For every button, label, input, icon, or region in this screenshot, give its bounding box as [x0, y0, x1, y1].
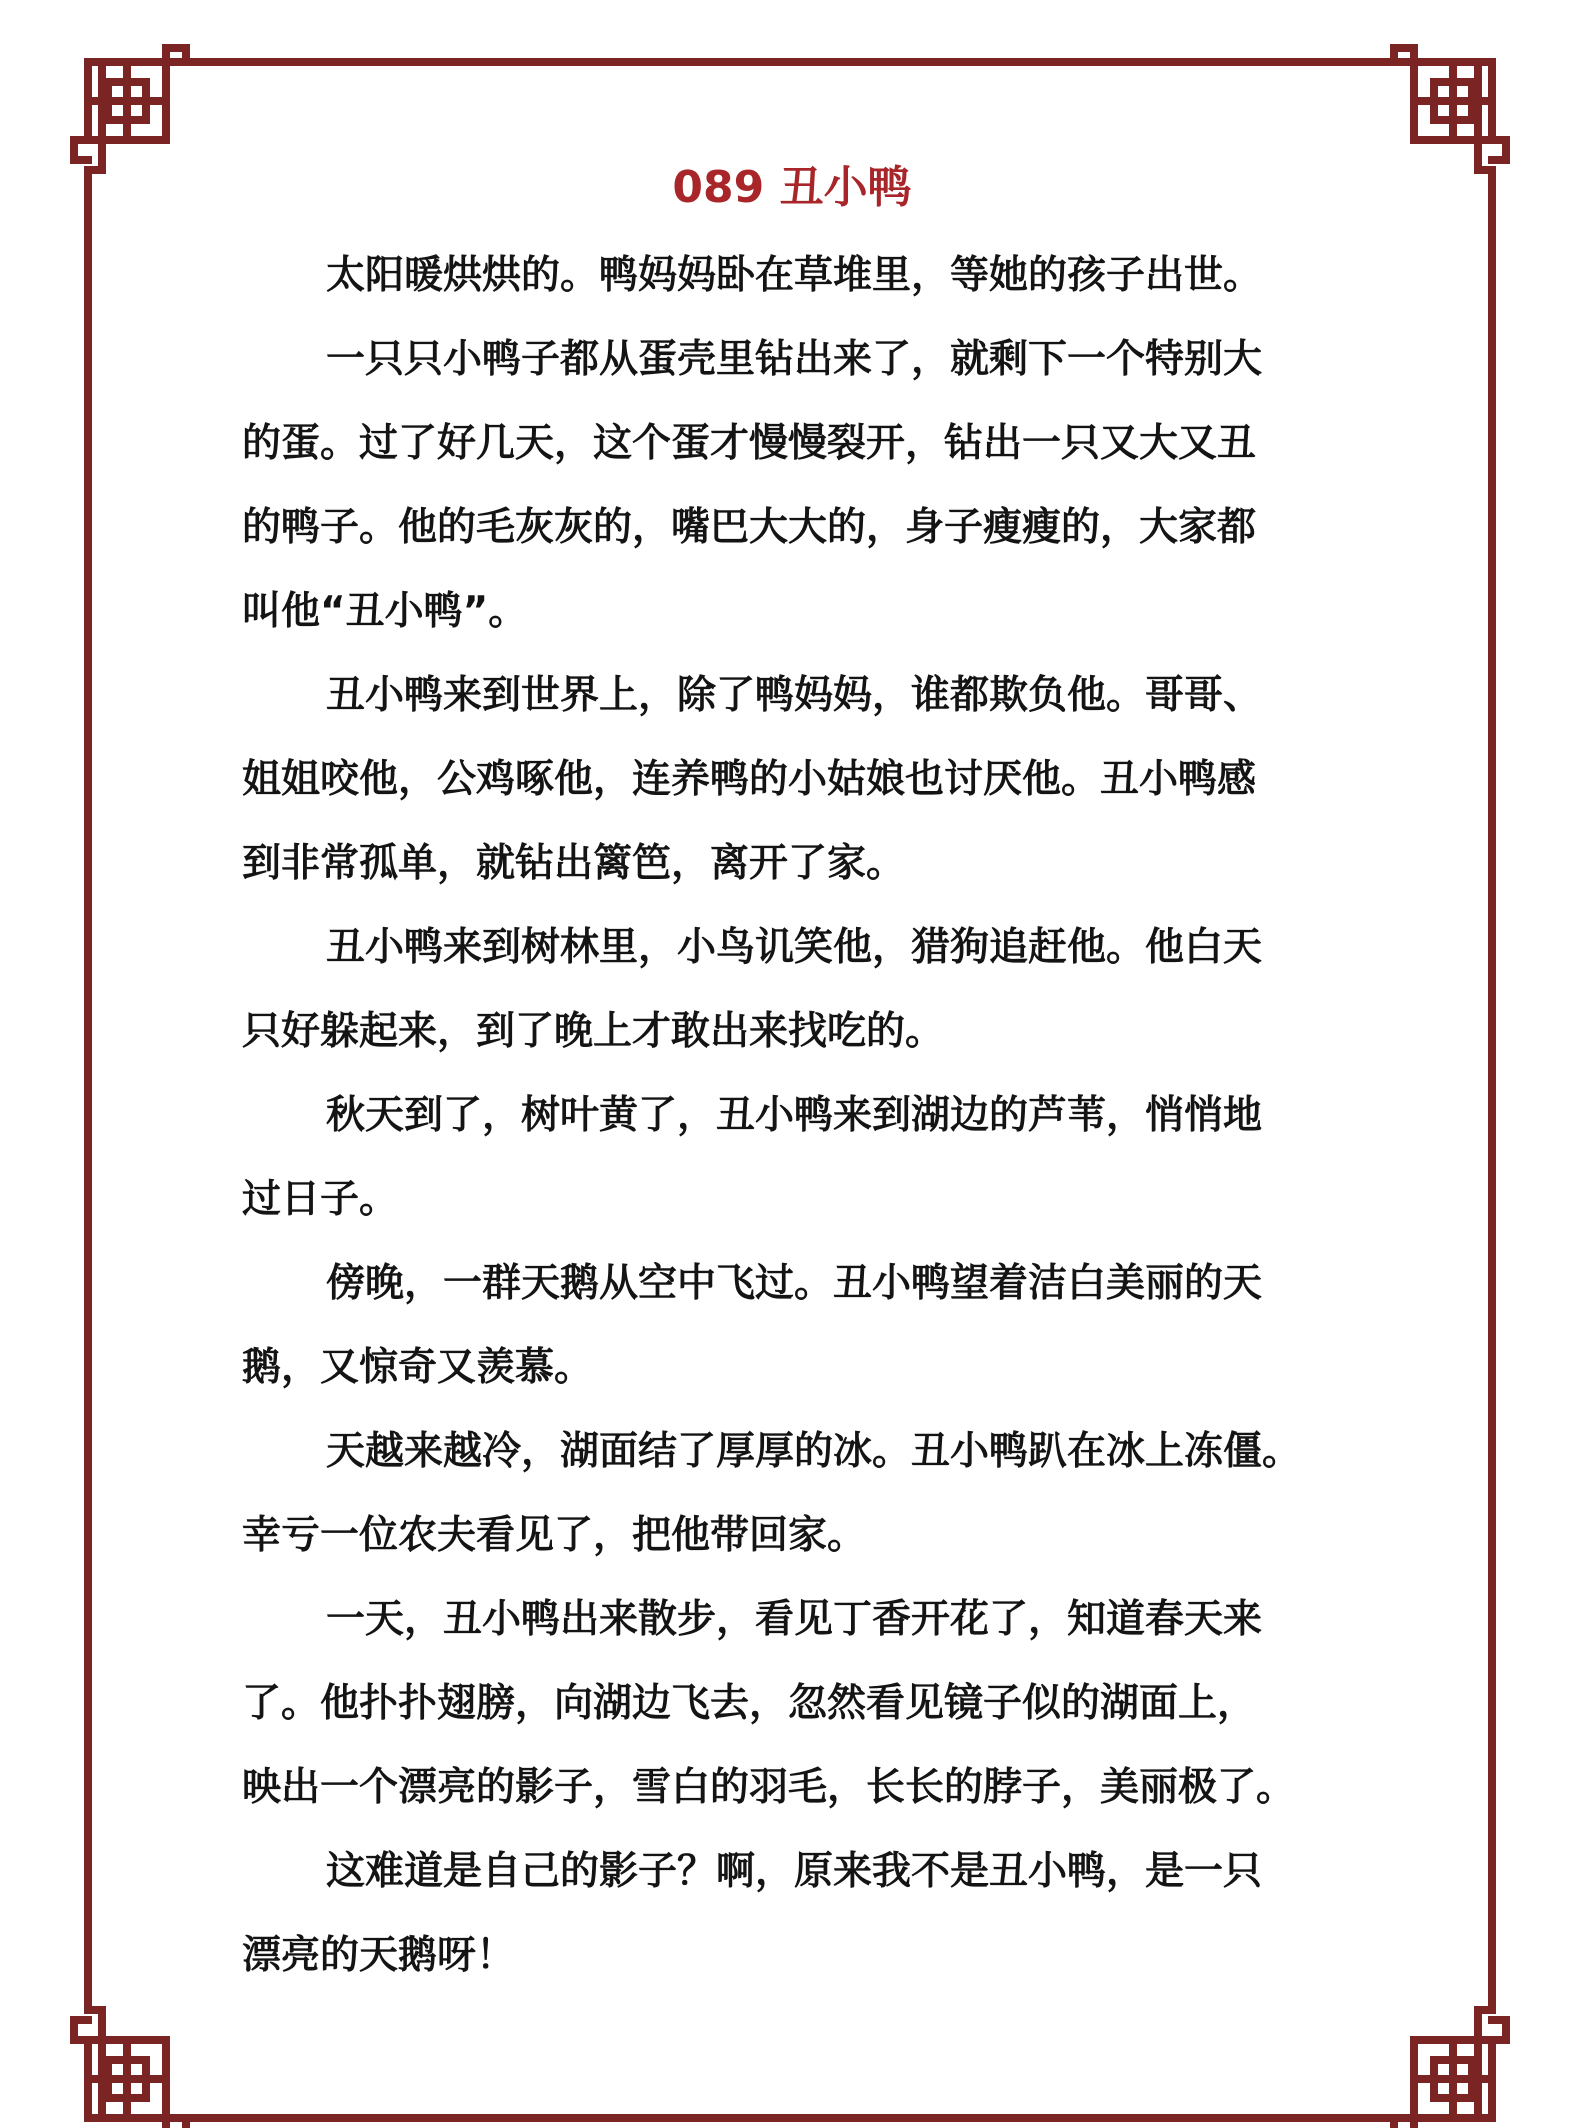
- text-line: 傍晚，一群天鹅从空中飞过。丑小鸭望着洁白美丽的天: [326, 1261, 1263, 1306]
- paragraph-2: [242, 318, 1342, 654]
- text-line: 的蛋。过了好几天，这个蛋才慢慢裂开，钻出一只又大又丑: [242, 421, 1257, 466]
- text-line: 的鸭子。他的毛灰灰的，嘴巴大大的，身子瘦瘦的，大家都: [242, 505, 1257, 550]
- paragraph-9: [242, 1830, 1342, 1998]
- text-line: 映出一个漂亮的影子，雪白的羽毛，长长的脖子，美丽极了。: [242, 1765, 1296, 1810]
- text-line: 只好躲起来，到了晚上才敢出来找吃的。: [242, 1009, 945, 1054]
- text-line: 了。他扑扑翅膀，向湖边飞去，忽然看见镜子似的湖面上，: [242, 1681, 1257, 1726]
- paragraph-1: [242, 234, 1342, 318]
- paragraph-7: [242, 1410, 1342, 1578]
- text-line: 幸亏一位农夫看见了，把他带回家。: [242, 1513, 867, 1558]
- text-line: 这难道是自己的影子？啊，原来我不是丑小鸭，是一只: [326, 1849, 1263, 1894]
- text-line: 一天，丑小鸭出来散步，看见丁香开花了，知道春天来: [326, 1597, 1263, 1642]
- paragraph-3: [242, 654, 1342, 906]
- text-line: 姐姐咬他，公鸡啄他，连养鸭的小姑娘也讨厌他。丑小鸭感: [242, 757, 1257, 802]
- text-line: 到非常孤单，就钻出篱笆，离开了家。: [242, 841, 906, 886]
- text-line: 丑小鸭来到世界上，除了鸭妈妈，谁都欺负他。哥哥、: [326, 673, 1263, 718]
- paragraph-6: [242, 1242, 1342, 1410]
- story-title: 089 丑小鸭: [672, 162, 912, 213]
- paragraph-8: [242, 1578, 1342, 1830]
- text-line: 叫他“丑小鸭”。: [242, 589, 528, 634]
- text-line: 鹅，又惊奇又羡慕。: [242, 1345, 594, 1390]
- paragraph-5: [242, 1074, 1342, 1242]
- corner-ornament-bottom-left: [74, 1990, 186, 2128]
- text-line: 天越来越冷，湖面结了厚厚的冰。丑小鸭趴在冰上冻僵。: [326, 1429, 1302, 1474]
- text-line: 丑小鸭来到树林里，小鸟讥笑他，猎狗追赶他。他白天: [326, 925, 1263, 970]
- text-line: 漂亮的天鹅呀！: [242, 1933, 516, 1978]
- paragraph-4: [242, 906, 1342, 1074]
- text-line: 太阳暖烘烘的。鸭妈妈卧在草堆里，等她的孩子出世。: [326, 253, 1263, 298]
- corner-ornament-top-left: [74, 48, 186, 190]
- corner-ornament-top-right: [1394, 48, 1506, 190]
- text-line: 过日子。: [242, 1177, 399, 1222]
- text-line: 秋天到了，树叶黄了，丑小鸭来到湖边的芦苇，悄悄地: [326, 1093, 1263, 1138]
- story-content: [242, 158, 1342, 1998]
- text-line: 一只只小鸭子都从蛋壳里钻出来了，就剩下一个特别大: [326, 337, 1263, 382]
- corner-ornament-bottom-right: [1394, 1990, 1506, 2128]
